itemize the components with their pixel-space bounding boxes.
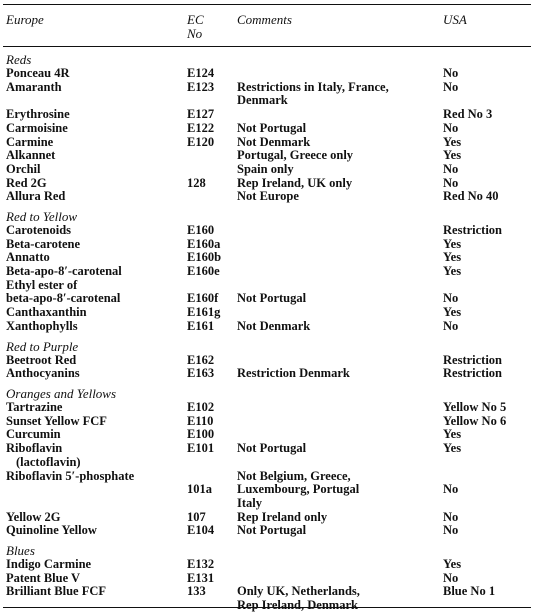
ec-number: E160b xyxy=(187,250,222,265)
colour-name: Yellow 2G xyxy=(6,509,61,524)
usa-status: No xyxy=(443,482,459,497)
colour-name: Sunset Yellow FCF xyxy=(6,413,107,428)
header-ec-line2: No xyxy=(187,26,203,41)
colour-name: Beta-apo-8′-carotenal xyxy=(6,264,122,279)
colour-name: Curcumin xyxy=(6,427,61,442)
comment-text: Denmark xyxy=(237,93,288,108)
ec-number: E122 xyxy=(187,120,215,135)
colour-name: Riboflavin 5′-phosphate xyxy=(6,468,135,483)
colour-name: Patent Blue V xyxy=(6,570,81,585)
comment-text: Luxembourg, Portugal xyxy=(237,482,360,497)
colour-name: Xanthophylls xyxy=(6,318,78,333)
ec-number: E132 xyxy=(187,557,215,571)
usa-status: No xyxy=(443,161,459,176)
usa-status: No xyxy=(443,318,459,333)
comment-text: Not Portugal xyxy=(237,441,307,456)
colour-name: Alkannet xyxy=(6,148,56,163)
comment-text: Not Belgium, Greece, xyxy=(237,468,351,483)
comment-text: Only UK, Netherlands, xyxy=(237,584,360,599)
usa-status: No xyxy=(443,291,459,306)
colour-name: beta-apo-8′-carotenal xyxy=(6,291,121,306)
ec-number: 107 xyxy=(187,509,206,524)
comment-text: Not Portugal xyxy=(237,291,307,306)
ec-number: E104 xyxy=(187,523,215,538)
usa-status: Yellow No 5 xyxy=(443,400,507,414)
usa-status: No xyxy=(443,175,459,190)
ec-number: E160a xyxy=(187,236,221,251)
comment-text: Rep Ireland, UK only xyxy=(237,175,353,190)
ec-number: 133 xyxy=(187,584,206,599)
ec-number: E120 xyxy=(187,134,215,149)
usa-status: Yes xyxy=(443,441,462,456)
ec-number: E163 xyxy=(187,366,215,381)
usa-status: Yes xyxy=(443,264,462,279)
colour-name: Annatto xyxy=(6,250,50,265)
usa-status: Yes xyxy=(443,250,462,265)
comment-text: Rep Ireland only xyxy=(237,509,328,524)
usa-status: Yes xyxy=(443,148,462,163)
colour-name: Anthocyanins xyxy=(6,366,80,381)
usa-status: Yes xyxy=(443,557,462,571)
comment-text: Not Portugal xyxy=(237,523,307,538)
ec-number: E101 xyxy=(187,441,215,456)
section-heading: Oranges and Yellows xyxy=(6,386,117,401)
comment-text: Italy xyxy=(237,495,262,510)
colour-name: Ponceau 4R xyxy=(6,66,70,80)
colour-name: Red 2G xyxy=(6,175,47,190)
colour-name: Carmoisine xyxy=(6,120,68,135)
colour-name: Carotenoids xyxy=(6,223,72,237)
header-usa: USA xyxy=(443,12,467,27)
top-rule xyxy=(3,4,531,5)
comment-text: Rep Ireland, Denmark xyxy=(237,598,358,613)
usa-status: Red No 40 xyxy=(443,189,499,204)
colour-name: Amaranth xyxy=(6,79,62,94)
header-ec-line1: EC xyxy=(187,12,204,27)
ec-number: E127 xyxy=(187,107,215,122)
ec-number: E161g xyxy=(187,305,221,320)
usa-status: Yes xyxy=(443,134,462,149)
colour-name: Quinoline Yellow xyxy=(6,523,97,538)
colour-name: Beta-carotene xyxy=(6,236,81,251)
colour-name: Indigo Carmine xyxy=(6,557,92,571)
comment-text: Not Europe xyxy=(237,189,299,204)
comment-text: Not Denmark xyxy=(237,134,311,149)
ec-number: E162 xyxy=(187,352,215,367)
section-heading: Blues xyxy=(6,543,35,558)
colour-name: Ethyl ester of xyxy=(6,277,78,292)
header-comments: Comments xyxy=(237,12,292,27)
usa-status: No xyxy=(443,523,459,538)
usa-status: No xyxy=(443,570,459,585)
ec-number: E161 xyxy=(187,318,215,333)
usa-status: Restriction xyxy=(443,223,503,237)
usa-status: Yes xyxy=(443,427,462,442)
comment-text: Not Portugal xyxy=(237,120,307,135)
ec-number: 101a xyxy=(187,482,212,497)
usa-status: Yellow No 6 xyxy=(443,413,507,428)
bottom-rule xyxy=(3,607,531,608)
ec-number: E160f xyxy=(187,291,219,306)
usa-status: No xyxy=(443,120,459,135)
ec-number: E124 xyxy=(187,66,215,80)
usa-status: Restriction xyxy=(443,352,503,367)
colour-name: Brilliant Blue FCF xyxy=(6,584,106,599)
header-europe: Europe xyxy=(6,12,44,27)
ec-number: E110 xyxy=(187,413,214,428)
colour-name: Erythrosine xyxy=(6,107,70,122)
usa-status: No xyxy=(443,79,459,94)
ec-number: E123 xyxy=(187,79,215,94)
section-heading: Red to Purple xyxy=(6,338,79,354)
usa-status: Blue No 1 xyxy=(443,584,496,599)
colour-name: Orchil xyxy=(6,161,41,176)
usa-status: Yes xyxy=(443,236,462,251)
ec-number: E160e xyxy=(187,264,220,279)
section-heading: Red to Yellow xyxy=(6,209,78,224)
ec-number: E160 xyxy=(187,223,215,237)
colour-name: Beetroot Red xyxy=(6,352,77,367)
comment-text: Restrictions in Italy, France, xyxy=(237,79,389,94)
colour-name: Allura Red xyxy=(6,189,66,204)
comment-text: Spain only xyxy=(237,161,294,176)
comment-text: Portugal, Greece only xyxy=(237,148,354,163)
colour-name: Riboflavin xyxy=(6,441,63,456)
comment-text: Restriction Denmark xyxy=(237,366,350,381)
ec-number: E100 xyxy=(187,427,215,442)
usa-status: Red No 3 xyxy=(443,107,493,122)
ec-number: E102 xyxy=(187,400,215,414)
ec-number: 128 xyxy=(187,175,206,190)
colour-name: Carmine xyxy=(6,134,54,149)
colour-name: Canthaxanthin xyxy=(6,305,87,320)
usa-status: No xyxy=(443,509,459,524)
comment-text: Not Denmark xyxy=(237,318,311,333)
ec-number: E131 xyxy=(187,570,215,585)
colour-name: (lactoflavin) xyxy=(16,454,81,469)
section-heading: Reds xyxy=(6,52,32,67)
usa-status: Yes xyxy=(443,305,462,320)
colour-name: Tartrazine xyxy=(6,400,63,414)
usa-status: No xyxy=(443,66,459,80)
header-rule xyxy=(3,46,531,47)
usa-status: Restriction xyxy=(443,366,503,381)
